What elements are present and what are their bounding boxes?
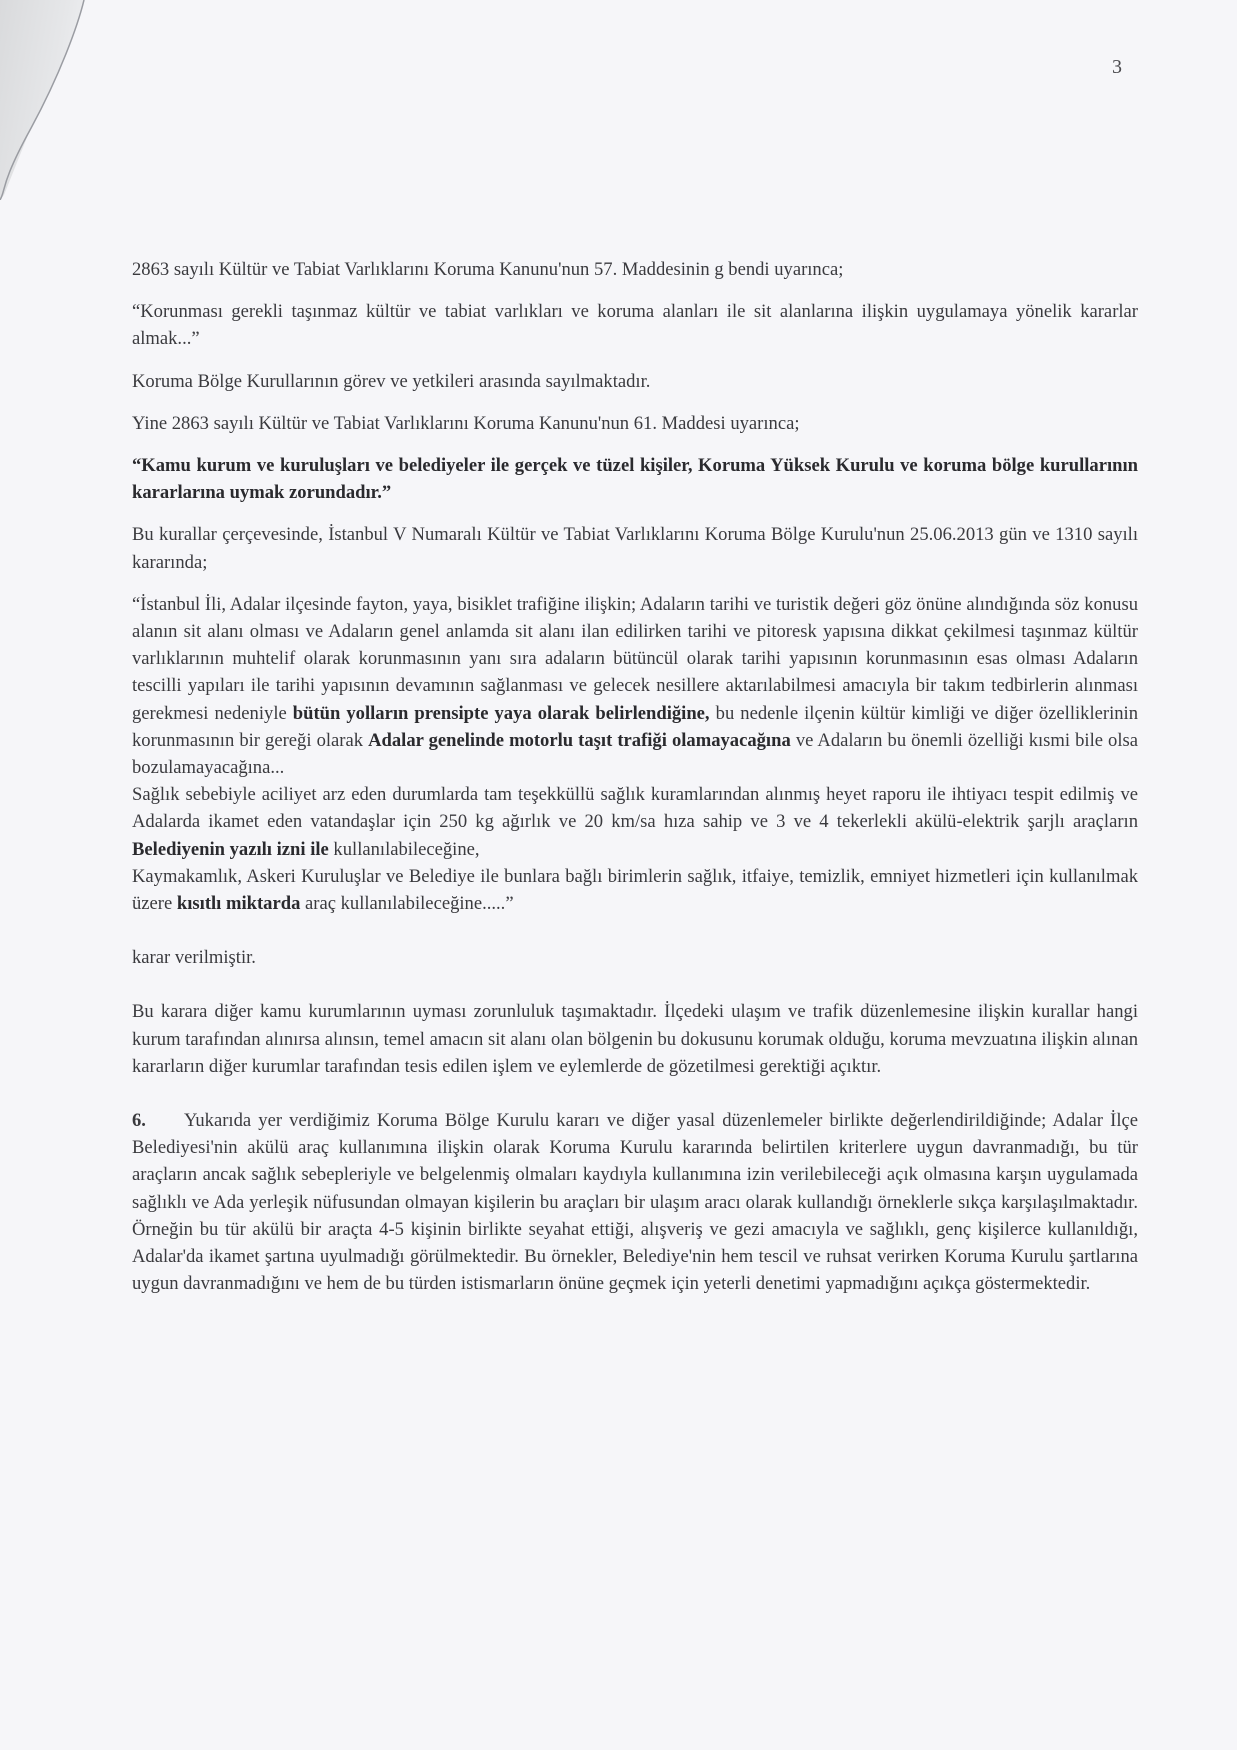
health-text: Sağlık sebebiyle aciliyet arz eden durumlarda tam teşekküllü sağlık kuramlarından alınmış heyet raporu ile ihtiyacı tespit edilmiş ve Adalarda ikamet eden vatandaşlar için 250 kg ağırlık ve 20 km/sa hıza sahip ve 3 ve 4 tekerlekli akülü-elektrik şarjlı araçların xyxy=(132,784,1138,833)
health-bold-permit: Belediyenin yazılı izni ile xyxy=(132,838,329,860)
paragraph-official-vehicles xyxy=(132,863,1138,917)
section-6-text: Yukarıda yer verdiğimiz Koruma Bölge Kurulu kararı ve diğer yasal düzenlemeler birlikte değerlendirildiğinde; Adalar İlçe Belediyesi'nin akülü araç kullanımına ilişkin olarak Koruma Kurulu kararında belirtilen kriterlere uygun davranmadığı, bu tür araçların ancak sağlık sebepleriyle ve belgelenmiş olmaları kaydıyla kullanımına izin verilebileceği açık olmasına karşın uygulamada sağlıklı ve Ada yerleşik nüfusundan olmayan kişilerin bu araçları bir ulaşım aracı olarak kullandığı örneklerle sıkça karşılaşılmaktadır. Örneğin bu tür akülü bir araçta 4-5 kişinin birlikte seyahat ettiği, alışveriş ve gezi amacıyla ve sağlıklı, genç kişilerce kullanıldığı, Adalar'da ikamet şartına uyulmadığı görülmektedir. Bu örnekler, Belediye'nin hem tescil ve ruhsat verirken Koruma Kurulu şartlarına uygun davranmadığını ve hem de bu türden istismarların önüne geçmek için yeterli denetimi yapmadığını açıkça göstermektedir. xyxy=(132,1110,1138,1295)
decision-bold-roads: bütün yolların prensipte yaya olarak belirlendiğine, xyxy=(292,702,710,724)
page-edge-line xyxy=(0,0,90,200)
health-text: kullanılabileceğine, xyxy=(328,838,480,860)
paragraph-board-decision-intro: Bu kurallar çerçevesinde, İstanbul V Numaralı Kültür ve Tabiat Varlıklarını Koruma Bölge Kurulu'nun 25.06.2013 gün ve 1310 sayılı kararında; xyxy=(132,524,1138,573)
official-text: araç kullanılabileceğine.....” xyxy=(300,893,514,915)
official-text: Kaymakamlık, Askeri Kuruluşlar ve Belediye ile bunlara bağlı birimlerin sağlık, itfaiye, temizlik, emniyet hizmetleri için kullanılmak üzere xyxy=(132,865,1138,915)
paragraph-decision-quote xyxy=(132,591,1138,781)
paragraph-quote-57: “Korunması gerekli taşınmaz kültür ve tabiat varlıkları ve koruma alanları ile sit alanlarına ilişkin uygulamaya yönelik kararlar almak...” xyxy=(132,301,1138,350)
page-number: 3 xyxy=(1112,56,1122,78)
decision-text: “İstanbul İli, Adalar ilçesinde fayton, yaya, bisiklet trafiğine ilişkin; Adaların tarihi ve turistik değeri göz önüne alındığında söz konusu alanın sit alanı olması ve Adaların genel anlamda sit alanı ilan edilirken tarihi ve pitoresk yapısına dikkat çekilmesi taşınmaz kültür varlıklarının muhtelif olarak korunmasının yanı sıra adaların bütüncül olarak tarihi yapısının korunmasının esas olması Adaların tescilli yapıları ile tarihi yapısının devamının sağlanması ve gelecek nesillere aktarılabilmesi amacıyla bir takım tedbirlerin alınması gerekmesi nedeniyle xyxy=(132,593,1138,724)
official-bold-limited: kısıtlı miktarda xyxy=(176,893,301,915)
paragraph-decision-made: karar verilmiştir. xyxy=(132,947,256,969)
paragraph-section-6 xyxy=(132,1107,1138,1297)
decision-text: bu nedenle ilçenin kültür kimliği ve diğer özelliklerinin korunmasının bir gereği olarak xyxy=(132,702,1139,751)
paragraph-compliance: Bu karara diğer kamu kurumlarının uyması zorunluluk taşımaktadır. İlçedeki ulaşım ve trafik düzenlemesine ilişkin kurallar hangi kurum tarafından alınırsa alınsın, temel amacın sit alanı olan bölgenin bu dokusunu korumak olduğu, koruma mevzuatına ilişkin alınan kararların diğer kurumlar tarafından tesis edilen işlem ve eylemlerde de gözetilmesi gerektiği açıktır. xyxy=(132,1001,1138,1077)
paragraph-law-61: Yine 2863 sayılı Kültür ve Tabiat Varlıklarını Koruma Kanunu'nun 61. Maddesi uyarınca; xyxy=(132,412,800,434)
decision-bold-traffic: Adalar genelinde motorlu taşıt trafiği olamayacağına xyxy=(368,729,791,751)
section-number: 6. xyxy=(132,1110,146,1132)
document-body xyxy=(132,256,1138,1298)
decision-text: ve Adaların bu önemli özelliği kısmi bile olsa bozulamayacağına... xyxy=(132,729,1139,779)
paragraph-quote-61 xyxy=(132,452,1138,506)
paragraph-health-vehicles xyxy=(132,781,1138,863)
paragraph-law-57: 2863 sayılı Kültür ve Tabiat Varlıklarını Koruma Kanunu'nun 57. Maddesinin g bendi uyarınca; xyxy=(132,259,844,280)
paragraph-duties: Koruma Bölge Kurullarının görev ve yetkileri arasında sayılmaktadır. xyxy=(132,370,651,392)
quote-61-bold: “Kamu kurum ve kuruluşları ve belediyeler ile gerçek ve tüzel kişiler, Koruma Yüksek Kurulu ve koruma bölge kurullarının kararlarına uymak zorundadır.” xyxy=(132,455,1138,504)
